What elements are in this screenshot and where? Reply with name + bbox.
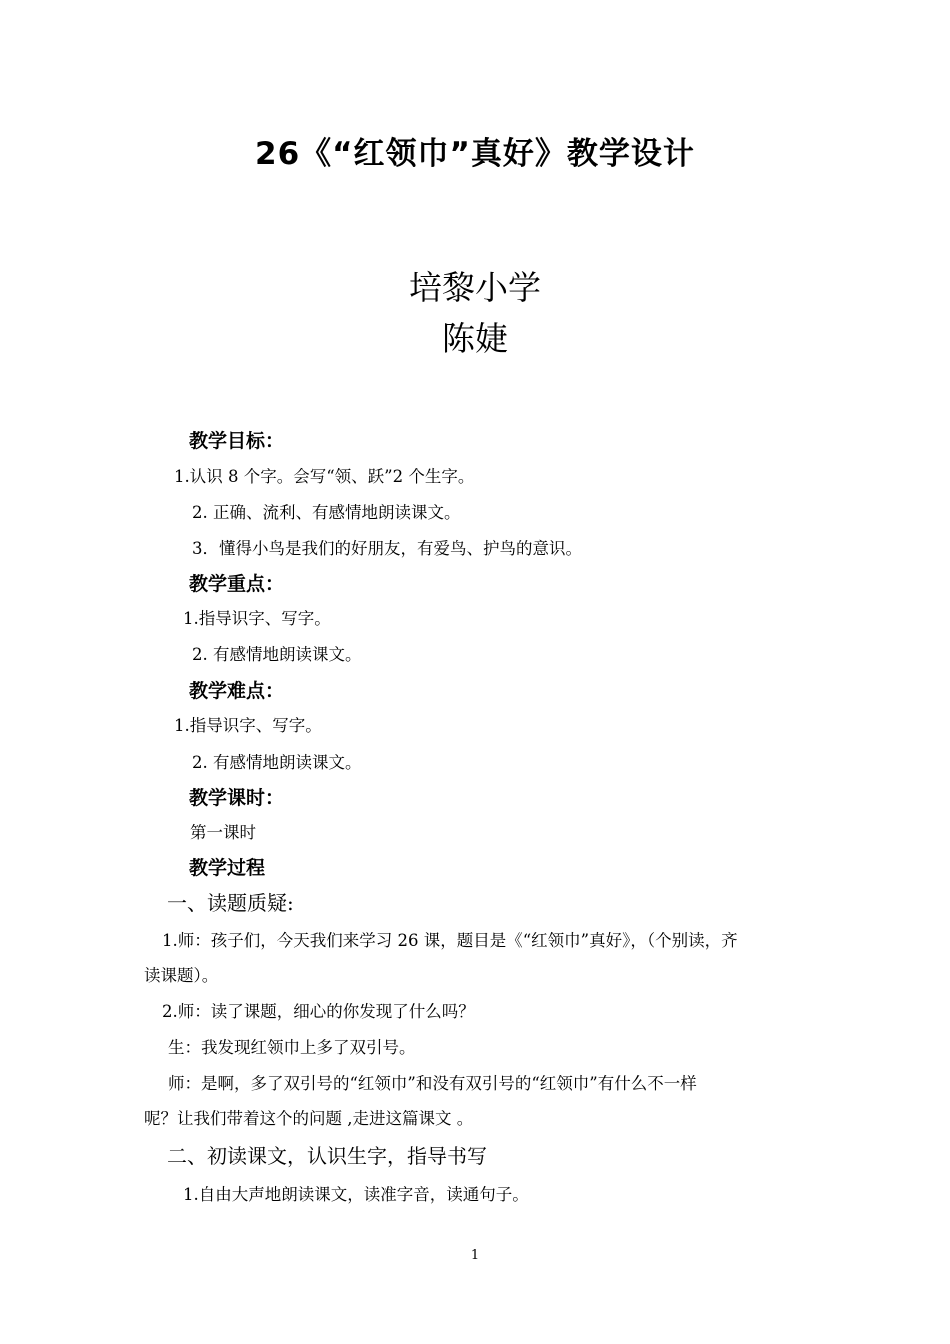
goal-item-1: 1.认识 8 个字。会写“领、跃”2 个生字。 (174, 467, 475, 486)
paragraph-5: 1.自由大声地朗读课文，读准字音，读通句子。 (183, 1185, 529, 1204)
key-points-heading: 教学重点： (189, 573, 285, 595)
process-heading: 教学过程 (189, 857, 266, 879)
paragraph-1-line-2: 读课题）。 (144, 966, 219, 985)
paragraph-3: 生：我发现红领巾上多了双引号。 (168, 1038, 416, 1057)
document-title: 26《“红领巾”真好》教学设计 (255, 136, 695, 172)
school-name: 培黎小学 (409, 268, 541, 307)
author-name: 陈婕 (442, 319, 508, 358)
paragraph-4-line-1: 师：是啊，多了双引号的“红领巾”和没有双引号的“红领巾”有什么不一样 (168, 1074, 697, 1093)
section-heading-1: 一、读题质疑: (167, 891, 294, 915)
goals-heading: 教学目标： (189, 430, 285, 452)
goal-item-2: 2. 正确、流利、有感情地朗读课文。 (192, 503, 461, 522)
paragraph-1-line-1: 1.师：孩子们，今天我们来学习 26 课，题目是《“红领巾”真好》，（个别读，齐 (162, 931, 738, 950)
difficulty-item-1: 1.指导识字、写字。 (174, 716, 322, 735)
page-number: 1 (470, 1248, 480, 1263)
difficulties-heading: 教学难点： (189, 680, 285, 702)
key-point-2: 2. 有感情地朗读课文。 (192, 645, 362, 664)
paragraph-2: 2.师：读了课题，细心的你发现了什么吗？ (162, 1002, 475, 1021)
goal-item-3: 3．懂得小鸟是我们的好朋友，有爱鸟、护鸟的意识。 (192, 539, 582, 558)
key-point-1: 1.指导识字、写字。 (183, 609, 331, 628)
difficulty-item-2: 2. 有感情地朗读课文。 (192, 753, 362, 772)
period-value: 第一课时 (190, 823, 256, 842)
section-heading-2: 二、初读课文，认识生字，指导书写 (167, 1144, 487, 1168)
period-heading: 教学课时： (189, 787, 285, 809)
paragraph-4-line-2: 呢？让我们带着这个的问题 ,走进这篇课文 。 (144, 1109, 474, 1128)
